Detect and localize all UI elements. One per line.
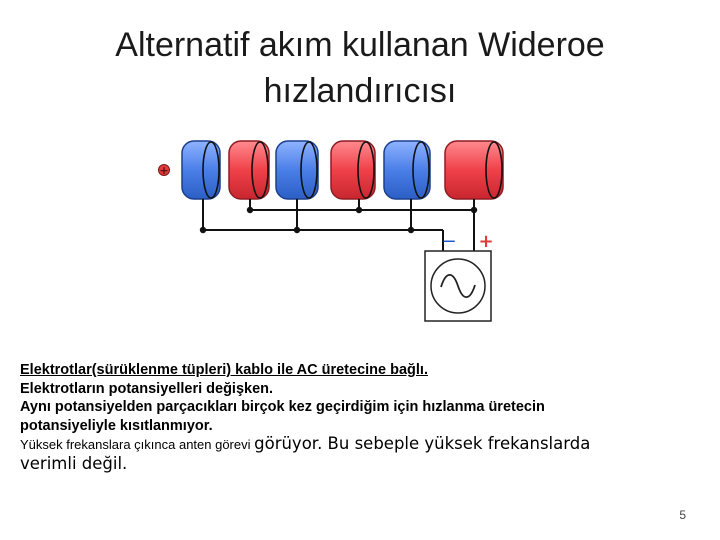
body-line-5-big: görüyor. Bu sebeple yüksek frekanslarda <box>254 434 591 453</box>
drift-tube-body <box>384 141 430 199</box>
drift-tube-4 <box>331 141 375 199</box>
body-line-3: Aynı potansiyelden parçacıkları birçok kez geçirdiğim için hızlanma üretecin <box>20 399 545 415</box>
drift-tube-5 <box>384 141 430 199</box>
connection-wires <box>200 199 477 251</box>
title-line-1: Alternatif akım kullanan Wideroe <box>115 26 605 64</box>
title-line-2: hızlandırıcısı <box>263 72 457 110</box>
drift-tube-6 <box>445 141 503 199</box>
drift-tube-2 <box>229 141 269 199</box>
plus-terminal-label: + <box>478 231 494 252</box>
junction-dot <box>471 207 477 213</box>
body-line-5-small: Yüksek frekanslara çıkınca anten görevi <box>20 437 255 452</box>
body-line-4: potansiyeliyle kısıtlanmıyor. <box>20 417 213 434</box>
drift-tube-body <box>331 141 375 199</box>
drift-tube-body <box>445 141 503 199</box>
junction-dot <box>200 227 206 233</box>
drift-tubes <box>182 141 503 199</box>
junction-dot <box>408 227 414 233</box>
page-number: 5 <box>679 508 686 522</box>
junction-dot <box>356 207 362 213</box>
junction-dot <box>294 227 300 233</box>
body-line-5 <box>20 435 700 455</box>
drift-tube-body <box>276 141 318 199</box>
body-line-2: Elektrotların potansiyelleri değişken. <box>20 380 274 397</box>
description-text <box>20 361 700 473</box>
drift-tube-body <box>229 141 269 199</box>
minus-terminal-label: − <box>441 231 457 252</box>
drift-tube-1 <box>182 141 220 199</box>
drift-tube-3 <box>276 141 318 199</box>
junction-dot <box>247 207 253 213</box>
ion-source-symbol: + <box>159 164 169 177</box>
body-line-1: Elektrotlar(sürüklenme tüpleri) kablo ile AC üretecine bağlı. <box>20 362 428 378</box>
body-line-6: verimli değil. <box>20 453 128 473</box>
drift-tube-body <box>182 141 220 199</box>
ac-generator <box>425 251 491 321</box>
ion-source <box>159 164 170 177</box>
